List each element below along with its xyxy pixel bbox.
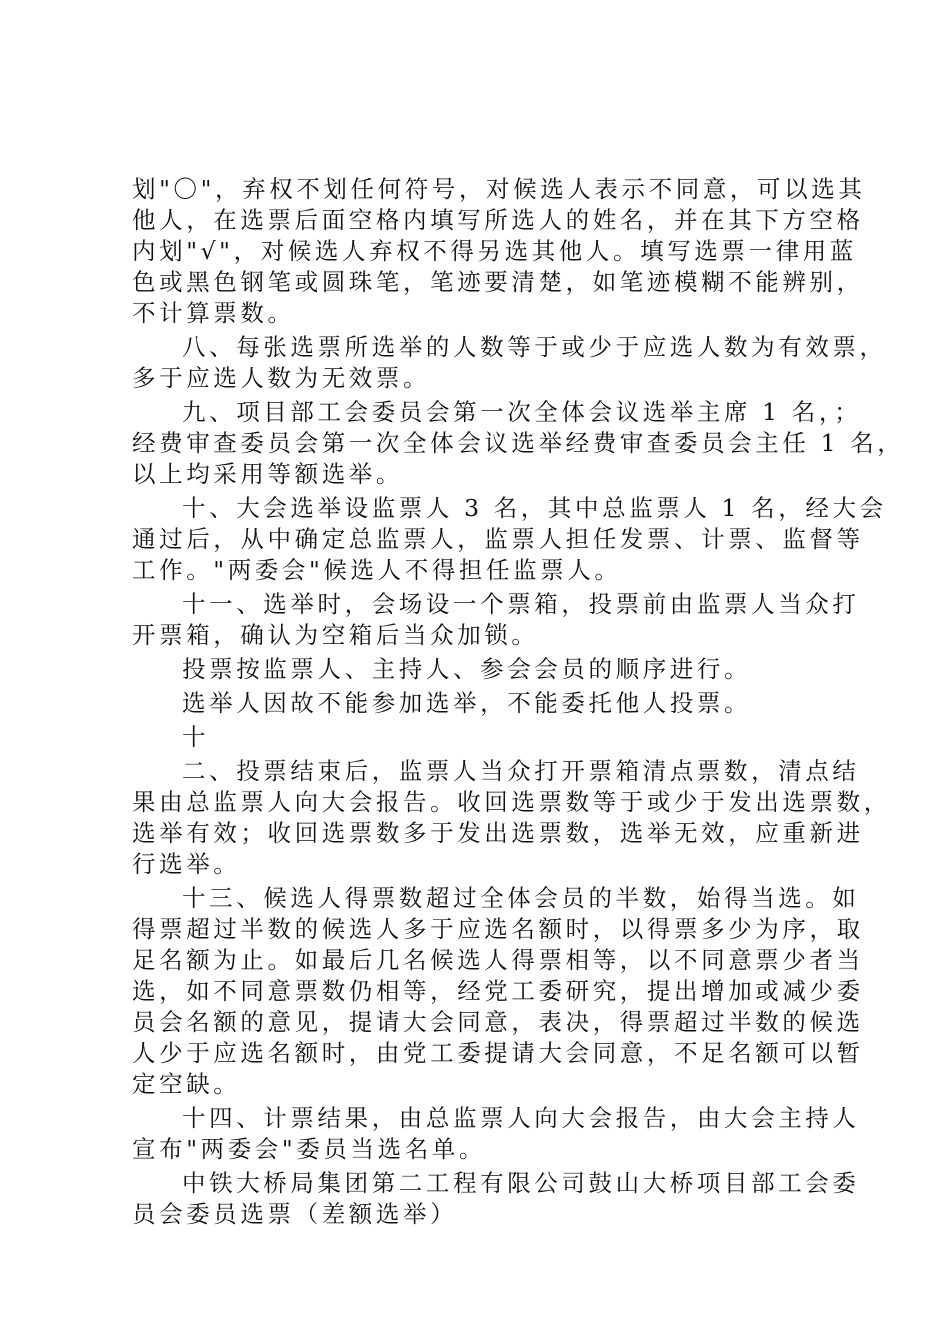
text-line: 十 xyxy=(182,723,210,751)
text-line: 工作。"两委会"候选人不得担任监票人。 xyxy=(132,556,622,584)
text-line: 以上均采用等额选举。 xyxy=(132,460,403,488)
text-line: 中铁大桥局集团第二工程有限公司鼓山大桥项目部工会委 xyxy=(182,1169,860,1197)
text-line: 九、项目部工会委员会第一次全体会议选举主席 1 名，； xyxy=(182,398,862,426)
text-line: 色或黑色钢笔或圆珠笔，笔迹要清楚，如笔迹模糊不能辨别， xyxy=(132,268,864,296)
text-line: 多于应选人数为无效票。 xyxy=(132,364,431,392)
text-line: 开票箱，确认为空箱后当众加锁。 xyxy=(132,621,539,649)
text-line: 通过后，从中确定总监票人，监票人担任发票、计票、监督等 xyxy=(132,525,864,553)
text-line: 十四、计票结果，由总监票人向大会报告，由大会主持人 xyxy=(182,1104,860,1132)
text-line: 得票超过半数的候选人多于应选名额时，以得票多少为序，取 xyxy=(132,915,864,943)
text-line: 十、大会选举设监票人 3 名，其中总监票人 1 名，经大会 xyxy=(182,494,887,522)
text-line: 人少于应选名额时，由党工委提请大会同意，不足名额可以暂 xyxy=(132,1039,864,1067)
text-line: 选举有效；收回选票数多于发出选票数，选举无效，应重新进 xyxy=(132,819,864,847)
text-line: 员会委员选票（差额选举） xyxy=(132,1200,458,1228)
text-line: 选，如不同意票数仍相等，经党工委研究，提出增加或减少委 xyxy=(132,977,864,1005)
text-line: 行选举。 xyxy=(132,850,241,878)
text-line: 不计算票数。 xyxy=(132,299,295,327)
text-line: 宣布"两委会"委员当选名单。 xyxy=(132,1135,487,1163)
text-line: 员会名额的意见，提请大会同意，表决，得票超过半数的候选 xyxy=(132,1008,864,1036)
text-line: 投票按监票人、主持人、参会会员的顺序进行。 xyxy=(182,655,752,683)
text-line: 果由总监票人向大会报告。收回选票数等于或少于发出选票数， xyxy=(132,788,891,816)
text-line: 定空缺。 xyxy=(132,1070,241,1098)
text-line: 内划"√"，对候选人弃权不得另选其他人。填写选票一律用蓝 xyxy=(132,237,857,265)
text-line: 他人，在选票后面空格内填写所选人的姓名，并在其下方空格 xyxy=(132,206,864,234)
text-line: 十三、候选人得票数超过全体会员的半数，始得当选。如 xyxy=(182,884,860,912)
text-line: 划"〇"，弃权不划任何符号，对候选人表示不同意，可以选其 xyxy=(132,175,866,203)
text-line: 足名额为止。如最后几名候选人得票相等，以不同意票少者当 xyxy=(132,946,864,974)
text-line: 二、投票结束后，监票人当众打开票箱清点票数，清点结 xyxy=(182,757,860,785)
text-line: 经费审查委员会第一次全体会议选举经费审查委员会主任 1 名， xyxy=(132,429,905,457)
text-line: 八、每张选票所选举的人数等于或少于应选人数为有效票， xyxy=(182,333,887,361)
document-body xyxy=(132,174,905,1230)
text-line: 十一、选举时，会场设一个票箱，投票前由监票人当众打 xyxy=(182,590,860,618)
text-line: 选举人因故不能参加选举，不能委托他人投票。 xyxy=(182,689,752,717)
